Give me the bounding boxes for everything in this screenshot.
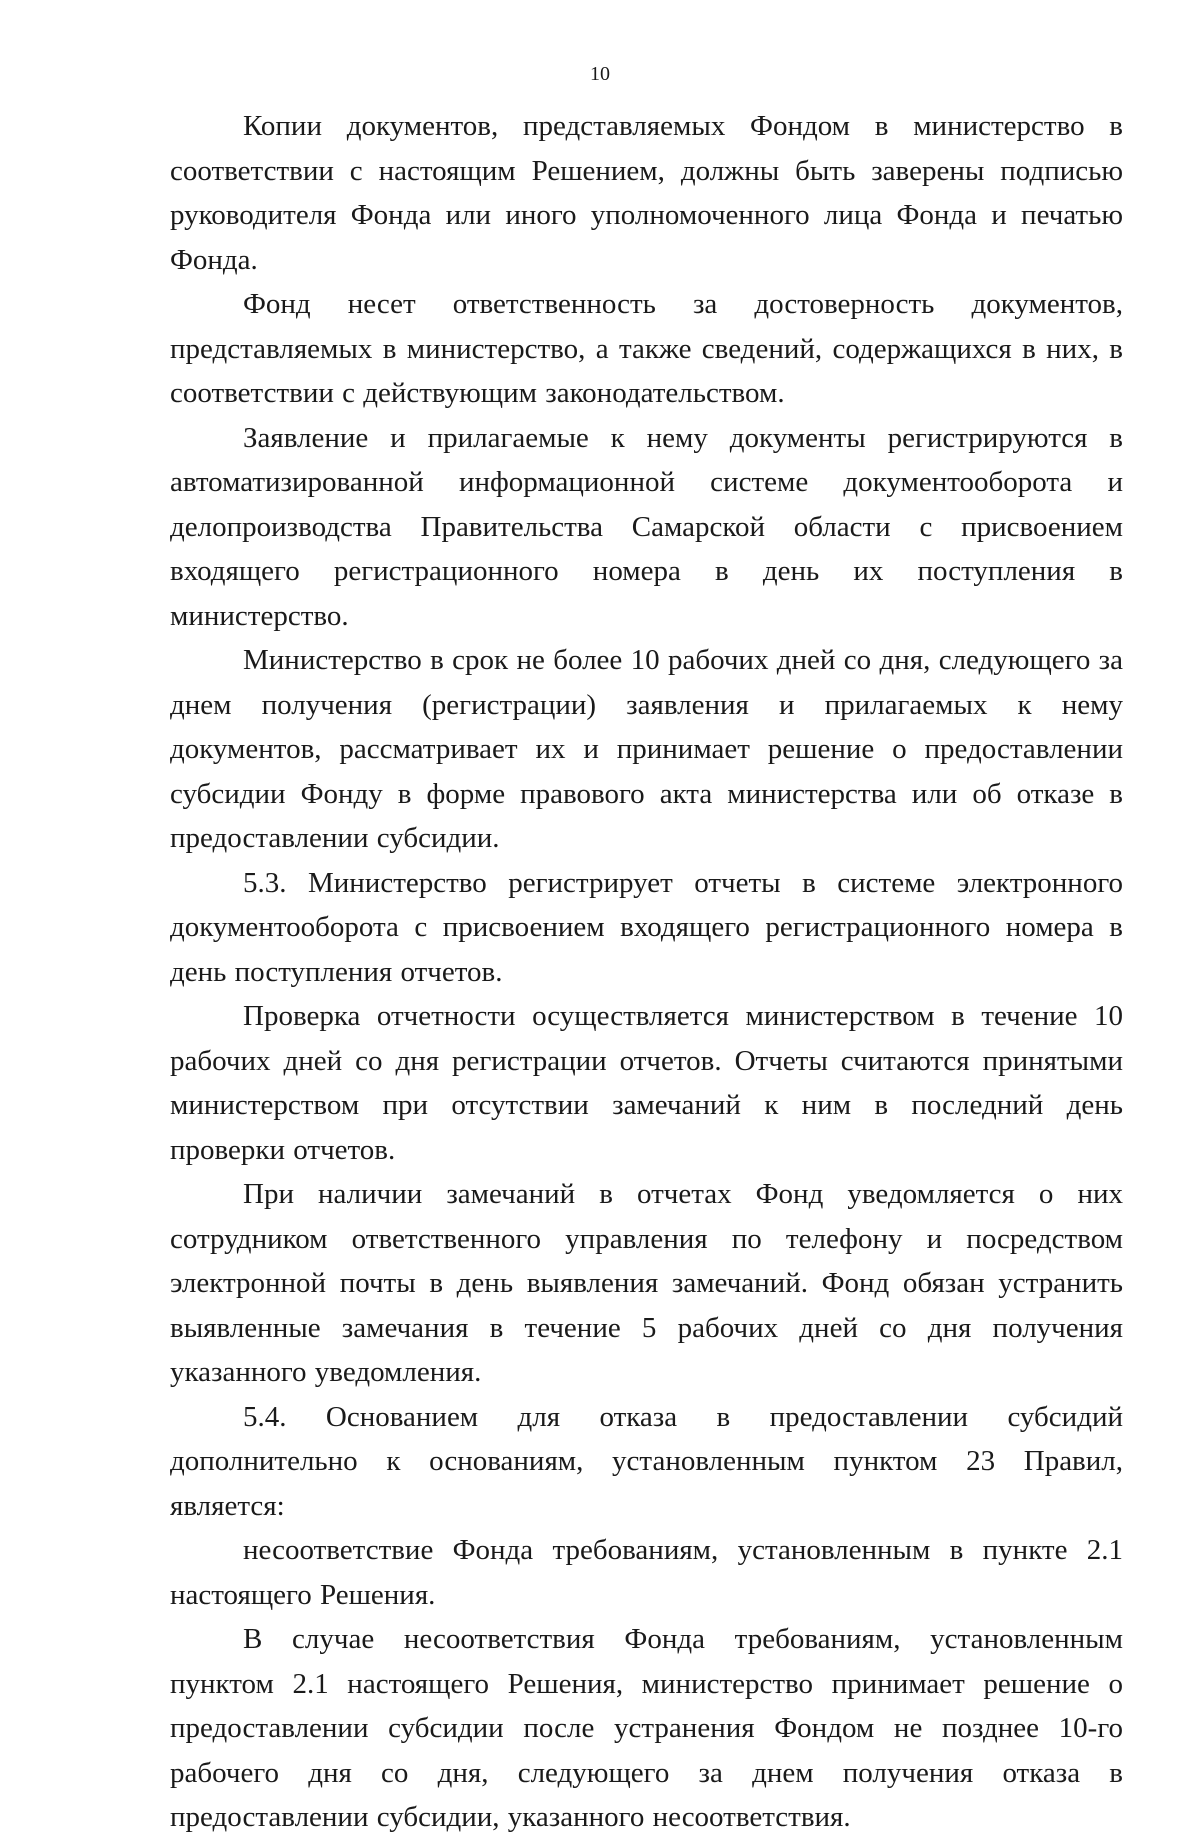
- paragraph-application-registration: Заявление и прилагаемые к нему документы регистрируются в автоматизированной информационной системе документооборота и делопроизводства Правительства Самарской области с присвоением входящего регистрационного номера в день их поступления в министерство.: [170, 421, 1123, 632]
- paragraph-report-remarks: При наличии замечаний в отчетах Фонд уведомляется о них сотрудником ответственного управления по телефону и посредством электронной почты в день выявления замечаний. Фонд обязан устранить выявленные замечания в течение 5 рабочих дней со дня получения указанного уведомления.: [170, 1178, 1123, 1388]
- paragraph-section-5-4: 5.4. Основанием для отказа в предоставлении субсидий дополнительно к основаниям, установленным пунктом 23 Правил, является:: [170, 1400, 1123, 1522]
- paragraph-refusal-ground: несоответствие Фонда требованиям, установленным в пункте 2.1 настоящего Решения.: [170, 1534, 1123, 1611]
- paragraph-document-copies: Копии документов, представляемых Фондом в министерство в соответствии с настоящим Решением, должны быть заверены подписью руководителя Фонда или иного уполномоченного лица Фонда и печатью Фонда.: [170, 110, 1123, 276]
- page-number: 10: [590, 63, 610, 85]
- paragraph-ministry-decision: Министерство в срок не более 10 рабочих дней со дня, следующего за днем получения (регистрации) заявления и прилагаемых к нему документов, рассматривает их и принимает решение о предоставлении субсидии Фонду в форме правового акта министерства или об отказе в предоставлении субсидии.: [170, 644, 1123, 854]
- paragraph-report-verification: Проверка отчетности осуществляется министерством в течение 10 рабочих дней со дня регистрации отчетов. Отчеты считаются принятыми министерством при отсутствии замечаний к ним в последний день проверки отчетов.: [170, 1000, 1123, 1166]
- paragraph-fund-responsibility: Фонд несет ответственность за достоверность документов, представляемых в министерство, а также сведений, содержащихся в них, в соответствии с действующим законодательством.: [170, 288, 1123, 409]
- paragraph-noncompliance-case: В случае несоответствия Фонда требованиям, установленным пунктом 2.1 настоящего Решения, министерство принимает решение о предоставлении субсидии после устранения Фондом не позднее 10-го рабочего дня со дня, следующего за днем получения отказа в предоставлении субсидии, указанного несоответствия.: [170, 1623, 1123, 1833]
- document-body: [170, 104, 1123, 1840]
- paragraph-section-5-3: 5.3. Министерство регистрирует отчеты в системе электронного документооборота с присвоением входящего регистрационного номера в день поступления отчетов.: [170, 866, 1123, 988]
